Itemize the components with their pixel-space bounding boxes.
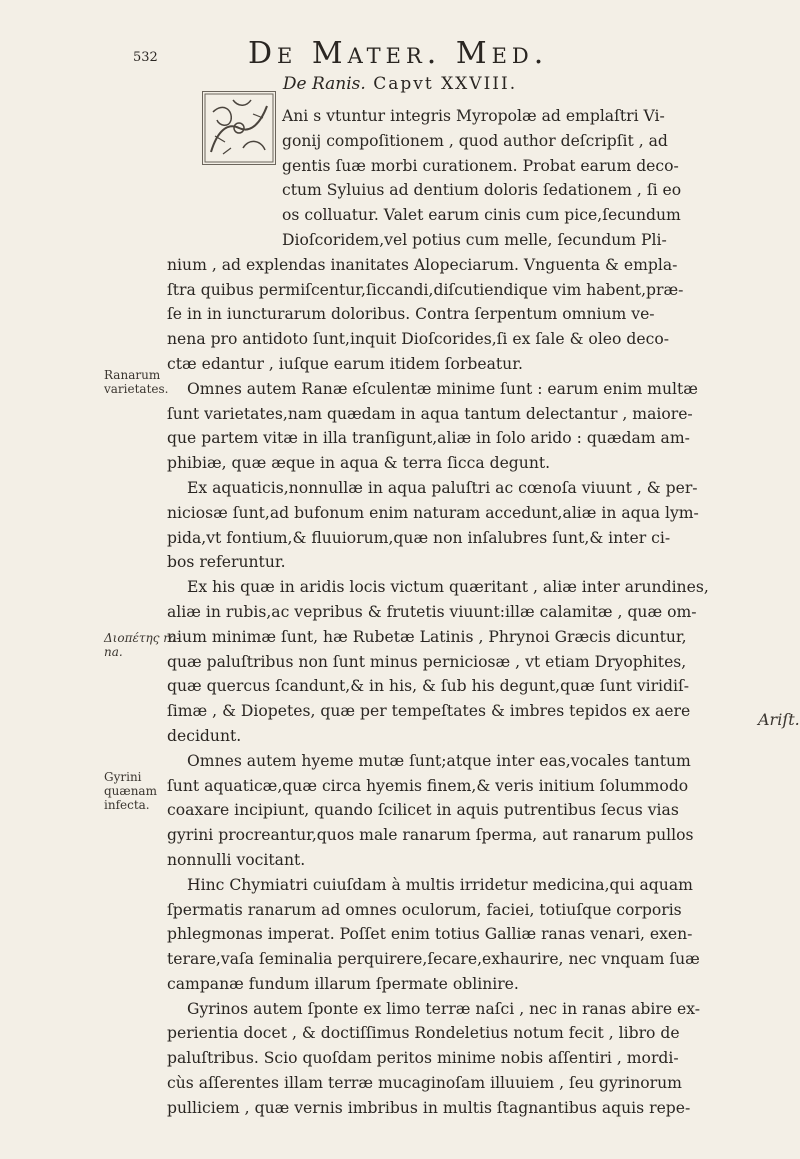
margin-note-line: quænam — [104, 784, 157, 798]
text-line: ſpermatis ranarum ad omnes oculorum, faciei, totiuſque corporis — [167, 900, 682, 919]
text-line: ctæ edantur , iuſque earum itidem ſorbeatur. — [167, 354, 523, 373]
text-line: nena pro antidoto ſunt,inquit Dioſcorides,ſi ex ſale & oleo deco- — [167, 330, 669, 349]
text-line: phlegmonas imperat. Poſſet enim totius Galliæ ranas venari, exen- — [167, 925, 693, 944]
text-line: Dioſcoridem,vel potius cum melle, ſecundum Pli- — [282, 230, 667, 249]
text-line: gentis ſuæ morbi curationem. Probat earum deco- — [282, 156, 679, 175]
text-line: bos referuntur. — [167, 553, 286, 572]
margin-note-line: Ranarum — [104, 368, 161, 382]
page-number: 532 — [133, 50, 158, 65]
text-line: ſtra quibus permiſcentur,ſiccandi,diſcutiendique vim habent,præ- — [167, 280, 684, 299]
text-line: ſunt aquaticæ,quæ circa hyemis finem,& veris initium ſolummodo — [167, 776, 689, 795]
margin-note-line: Διοπέτης ra- — [104, 631, 181, 645]
text-line: ſe in in iuncturarum doloribus. Contra ſerpentum omnium ve- — [167, 305, 655, 324]
text-line: ſunt varietates,nam quædam in aqua tantum delectantur , maiore- — [167, 404, 693, 423]
text-line: nium minimæ ſunt, hæ Rubetæ Latinis , Phrynoi Græcis dicuntur, — [167, 627, 687, 646]
margin-note-line: varietates. — [104, 382, 169, 396]
margin-note-line: infecta. — [104, 798, 150, 812]
margin-note-line: na. — [104, 645, 123, 659]
text-line: decidunt. — [167, 726, 242, 745]
text-line: Omnes autem Ranæ eſculentæ minime ſunt : earum enim multæ — [187, 379, 698, 398]
text-line: quæ paluſtribus non ſunt minus perniciosæ , vt etiam Dryophites, — [167, 652, 687, 671]
chapter-title-italic: De Ranis. — [282, 74, 366, 94]
text-line: Hinc Chymiatri cuiuſdam à multis irridetur medicina,qui aquam — [187, 875, 693, 894]
chapter-number: Capvt XXVIII. — [373, 74, 518, 94]
text-line: nonnulli vocitant. — [167, 850, 306, 869]
text-line: Gyrinos autem ſponte ex limo terræ naſci , nec in ranas abire ex- — [187, 999, 701, 1018]
margin-note-line: Gyrini — [104, 770, 142, 784]
text-line: ctum Syluius ad dentium doloris ſedationem , ſi eo — [282, 181, 682, 200]
text-line: nium , ad explendas inanitates Alopeciarum. Vnguenta & empla- — [167, 255, 678, 274]
page-header — [0, 28, 800, 71]
text-line: paluſtribus. Scio quoſdam peritos minime nobis aſſentiri , mordi- — [167, 1049, 679, 1068]
text-line: terare,vaſa ſeminalia perquirere,ſecare,exhaurire, nec vnquam ſuæ — [167, 950, 700, 969]
margin-note-arist: Ariſt. — [758, 710, 800, 729]
text-line: pida,vt fontium,& fluuiorum,quæ non inſalubres ſunt,& inter ci- — [167, 528, 671, 547]
text-line: phibiæ, quæ æque in aqua & terra ſicca degunt. — [167, 454, 551, 473]
text-line: quæ quercus ſcandunt,& in his, & ſub his degunt,quæ ſunt viridiſ- — [167, 677, 690, 696]
text-line: niciosæ ſunt,ad bufonum enim naturam accedunt,aliæ in aqua lym- — [167, 503, 699, 522]
text-line: gonij compoſitionem , quod author deſcripſit , ad — [282, 131, 668, 150]
text-line: pulliciem , quæ vernis imbribus in multis ſtagnantibus aquis repe- — [167, 1098, 691, 1117]
margin-note-gyrini — [104, 770, 157, 812]
text-line: gyrini procreantur,quos male ranarum ſperma, aut ranarum pullos — [167, 826, 694, 845]
text-line: campanæ fundum illarum ſpermate oblinire. — [167, 974, 519, 993]
text-line: Ani s vtuntur integris Myropolæ ad emplaſtri Vi- — [282, 107, 665, 125]
text-line: os colluatur. Valet earum cinis cum pice,ſecundum — [282, 206, 681, 225]
text-line: ſimæ , & Diopetes, quæ per tempeſtates & imbres tepidos ex aere — [167, 702, 691, 721]
text-line: Ex his quæ in aridis locis victum quæritant , aliæ inter arundines, — [187, 578, 709, 597]
text-line: cùs aſſerentes illam terræ mucaginoſam illuuiem , ſeu gyrinorum — [167, 1074, 682, 1093]
text-line: aliæ in rubis,ac vepribus & frutetis viuunt:illæ calamitæ , quæ om- — [167, 602, 697, 621]
text-line: perientia docet , & doctiſſimus Rondeletius notum fecit , libro de — [167, 1024, 680, 1043]
text-line: Ex aquaticis,nonnullæ in aqua paluſtri ac cœnoſa viuunt , & per- — [187, 478, 698, 497]
running-title: De Mater. Med. — [248, 36, 549, 71]
text-line: que partem vitæ in illa tranſigunt,aliæ in ſolo arido : quædam am- — [167, 429, 690, 448]
text-line: Omnes autem hyeme mutæ ſunt;atque inter eas,vocales tantum — [187, 751, 691, 770]
main-text — [167, 104, 779, 1121]
text-line: coaxare incipiunt, quando ſcilicet in aquis putrentibus ſecus vias — [167, 801, 679, 820]
chapter-heading — [0, 74, 800, 94]
margin-note-diopetes — [104, 631, 180, 659]
margin-note-ranarum-varietates — [104, 368, 168, 396]
